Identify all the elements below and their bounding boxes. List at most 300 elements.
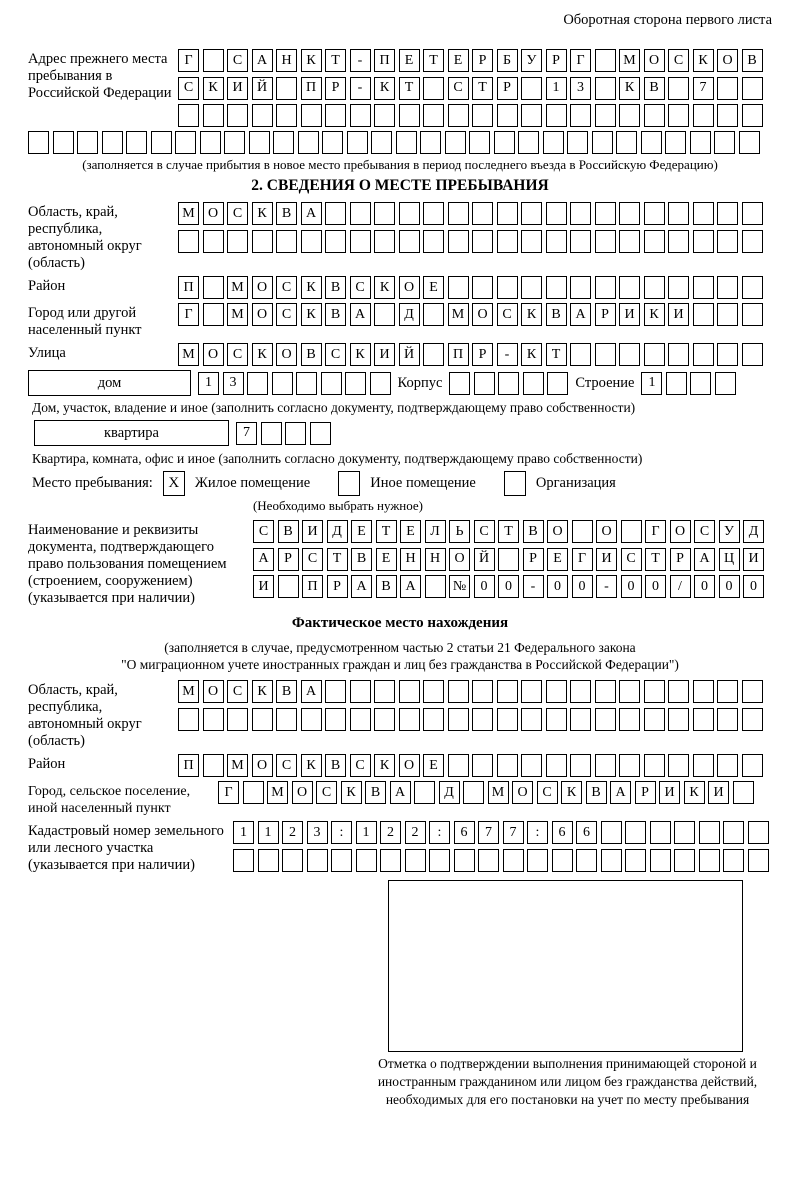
- char-cell: А: [400, 575, 421, 598]
- char-cell: [699, 821, 720, 844]
- char-cell: [374, 303, 395, 326]
- char-cell: 2: [405, 821, 426, 844]
- char-cell: [717, 230, 738, 253]
- char-cell: С: [227, 49, 248, 72]
- char-cell: К: [644, 303, 665, 326]
- char-cell: 7: [693, 77, 714, 100]
- char-cell: [227, 104, 248, 127]
- char-cell: Й: [474, 548, 495, 571]
- actual-district-label: Район: [28, 756, 66, 772]
- char-cell: И: [708, 781, 729, 804]
- char-cell: К: [374, 754, 395, 777]
- char-cell: О: [512, 781, 533, 804]
- char-cell: [742, 230, 763, 253]
- char-cell: Е: [547, 548, 568, 571]
- char-cell: Р: [546, 49, 567, 72]
- char-cell: [448, 202, 469, 225]
- char-cell: Г: [178, 49, 199, 72]
- checkbox-organization: [504, 471, 526, 496]
- char-cell: И: [743, 548, 764, 571]
- char-cell: -: [350, 49, 371, 72]
- char-cell: М: [227, 754, 248, 777]
- char-cell: 0: [719, 575, 740, 598]
- char-cell: [243, 781, 264, 804]
- char-cell: Й: [399, 343, 420, 366]
- char-cell: [668, 276, 689, 299]
- actual-region-rows: [178, 680, 763, 731]
- char-cell: [301, 708, 322, 731]
- prev-address-row-3: [178, 104, 763, 127]
- char-cell: [200, 131, 221, 154]
- char-cell: В: [325, 303, 346, 326]
- char-cell: И: [227, 77, 248, 100]
- char-cell: Т: [399, 77, 420, 100]
- char-cell: [497, 708, 518, 731]
- char-cell: [570, 202, 591, 225]
- char-cell: И: [302, 520, 323, 543]
- char-cell: С: [350, 754, 371, 777]
- char-cell: К: [301, 303, 322, 326]
- char-cell: [693, 754, 714, 777]
- char-cell: [325, 104, 346, 127]
- char-cell: [374, 230, 395, 253]
- char-cell: [601, 821, 622, 844]
- char-cell: -: [350, 77, 371, 100]
- char-cell: Р: [278, 548, 299, 571]
- char-cell: [693, 230, 714, 253]
- char-cell: [423, 708, 444, 731]
- char-cell: [619, 754, 640, 777]
- apartment-field: [34, 420, 772, 446]
- char-cell: [276, 708, 297, 731]
- char-cell: К: [374, 77, 395, 100]
- char-cell: [717, 202, 738, 225]
- char-cell: Ц: [719, 548, 740, 571]
- char-cell: С: [276, 303, 297, 326]
- char-cell: [423, 77, 444, 100]
- char-cell: Т: [498, 520, 519, 543]
- char-cell: [570, 276, 591, 299]
- korpus-label: Корпус: [397, 374, 443, 391]
- char-cell: [350, 708, 371, 731]
- char-cell: -: [596, 575, 617, 598]
- char-cell: [472, 230, 493, 253]
- actual-location-note-1: (заполняется в случае, предусмотренном частью 2 статьи 21 Федерального закона: [164, 640, 636, 655]
- char-cell: Р: [327, 575, 348, 598]
- apartment-cells: [236, 422, 331, 445]
- prev-address-field: [28, 49, 772, 127]
- char-cell: [301, 230, 322, 253]
- char-cell: [717, 680, 738, 703]
- char-cell: [77, 131, 98, 154]
- stamp-box: [388, 880, 743, 1052]
- char-cell: 6: [552, 821, 573, 844]
- char-cell: К: [521, 303, 542, 326]
- char-cell: [321, 372, 342, 395]
- region-field: [28, 202, 772, 272]
- char-cell: М: [178, 680, 199, 703]
- char-cell: А: [570, 303, 591, 326]
- char-cell: [595, 708, 616, 731]
- char-cell: [543, 131, 564, 154]
- char-cell: [497, 754, 518, 777]
- region-rows: [178, 202, 763, 253]
- char-cell: С: [537, 781, 558, 804]
- char-cell: -: [497, 343, 518, 366]
- prev-address-row-2: [178, 77, 763, 100]
- char-cell: Ь: [449, 520, 470, 543]
- char-cell: В: [644, 77, 665, 100]
- char-cell: [552, 849, 573, 872]
- char-cell: [644, 680, 665, 703]
- char-cell: [463, 781, 484, 804]
- char-cell: [595, 77, 616, 100]
- char-cell: [644, 230, 665, 253]
- city-row: [178, 303, 763, 326]
- char-cell: В: [742, 49, 763, 72]
- char-cell: [668, 104, 689, 127]
- char-cell: К: [203, 77, 224, 100]
- char-cell: [399, 202, 420, 225]
- district-label: Район: [28, 278, 66, 294]
- char-cell: С: [621, 548, 642, 571]
- char-cell: [619, 202, 640, 225]
- char-cell: Д: [399, 303, 420, 326]
- char-cell: А: [350, 303, 371, 326]
- char-cell: [380, 849, 401, 872]
- char-cell: О: [203, 202, 224, 225]
- char-cell: [374, 104, 395, 127]
- char-cell: О: [203, 680, 224, 703]
- char-cell: У: [521, 49, 542, 72]
- char-cell: [276, 104, 297, 127]
- prev-address-row-1: [178, 49, 763, 72]
- apartment-note: Квартира, комната, офис и иное (заполнить согласно документу, подтверждающему право собственности): [32, 451, 643, 466]
- char-cell: [252, 104, 273, 127]
- char-cell: [693, 303, 714, 326]
- char-cell: [498, 548, 519, 571]
- char-cell: С: [474, 520, 495, 543]
- char-cell: С: [448, 77, 469, 100]
- char-cell: [478, 849, 499, 872]
- house-number-cells: [198, 372, 391, 395]
- char-cell: [668, 343, 689, 366]
- char-cell: О: [472, 303, 493, 326]
- char-cell: [423, 343, 444, 366]
- char-cell: В: [325, 276, 346, 299]
- char-cell: [570, 230, 591, 253]
- char-cell: [668, 680, 689, 703]
- char-cell: В: [276, 202, 297, 225]
- char-cell: В: [301, 343, 322, 366]
- char-cell: П: [301, 77, 322, 100]
- char-cell: [742, 343, 763, 366]
- char-cell: [414, 781, 435, 804]
- char-cell: 1: [546, 77, 567, 100]
- char-cell: [350, 104, 371, 127]
- stroenie-cells: [641, 372, 736, 395]
- char-cell: У: [719, 520, 740, 543]
- district-row: [178, 276, 763, 299]
- char-cell: К: [301, 276, 322, 299]
- char-cell: [497, 202, 518, 225]
- char-cell: [570, 104, 591, 127]
- apartment-label-box: [34, 420, 229, 446]
- char-cell: Г: [572, 548, 593, 571]
- cadastral-field: [28, 821, 772, 874]
- stamp-caption: Отметка о подтверждении выполнения принимающей стороной и иностранным гражданином или лицом без гражданства действий, необходимых для его постановки на учет по месту пребывания: [377, 1056, 758, 1107]
- char-cell: [668, 708, 689, 731]
- document-row-2: [253, 548, 764, 571]
- char-cell: М: [227, 276, 248, 299]
- char-cell: [399, 230, 420, 253]
- char-cell: [423, 104, 444, 127]
- stroenie-label: Строение: [575, 374, 635, 391]
- char-cell: [175, 131, 196, 154]
- char-cell: О: [644, 49, 665, 72]
- char-cell: [546, 754, 567, 777]
- char-cell: К: [561, 781, 582, 804]
- char-cell: [325, 202, 346, 225]
- actual-location-title: Фактическое место нахождения: [291, 615, 509, 631]
- char-cell: [546, 708, 567, 731]
- prev-address-note: (заполняется в случае прибытия в новое место пребывания в период последнего въезда в Российскую Федерацию): [82, 157, 718, 172]
- char-cell: [350, 680, 371, 703]
- char-cell: Р: [523, 548, 544, 571]
- char-cell: [717, 343, 738, 366]
- char-cell: К: [301, 49, 322, 72]
- char-cell: М: [267, 781, 288, 804]
- char-cell: 7: [478, 821, 499, 844]
- char-cell: [674, 849, 695, 872]
- char-cell: [247, 372, 268, 395]
- char-cell: Г: [218, 781, 239, 804]
- char-cell: [521, 77, 542, 100]
- char-cell: Д: [439, 781, 460, 804]
- char-cell: 1: [198, 372, 219, 395]
- char-cell: :: [331, 821, 352, 844]
- char-cell: 1: [258, 821, 279, 844]
- char-cell: [405, 849, 426, 872]
- char-cell: [178, 708, 199, 731]
- char-cell: [717, 708, 738, 731]
- char-cell: Р: [595, 303, 616, 326]
- document-rows: [253, 520, 764, 598]
- char-cell: [521, 754, 542, 777]
- char-cell: [546, 680, 567, 703]
- char-cell: [399, 104, 420, 127]
- char-cell: О: [670, 520, 691, 543]
- char-cell: [469, 131, 490, 154]
- char-cell: [699, 849, 720, 872]
- region-label: Область, край, республика, автономный округ (область): [28, 204, 142, 271]
- char-cell: [644, 343, 665, 366]
- char-cell: А: [253, 548, 274, 571]
- char-cell: И: [253, 575, 274, 598]
- char-cell: И: [659, 781, 680, 804]
- char-cell: К: [374, 276, 395, 299]
- char-cell: 0: [572, 575, 593, 598]
- char-cell: [307, 849, 328, 872]
- char-cell: Т: [325, 49, 346, 72]
- region-row-2: [178, 230, 763, 253]
- char-cell: [723, 821, 744, 844]
- char-cell: С: [497, 303, 518, 326]
- char-cell: [252, 230, 273, 253]
- char-cell: [472, 104, 493, 127]
- stay-place-field: [32, 471, 772, 496]
- char-cell: [203, 49, 224, 72]
- char-cell: [425, 575, 446, 598]
- char-cell: [546, 230, 567, 253]
- char-cell: К: [684, 781, 705, 804]
- char-cell: [350, 230, 371, 253]
- char-cell: [690, 372, 711, 395]
- char-cell: Е: [400, 520, 421, 543]
- char-cell: А: [301, 202, 322, 225]
- option-organization-label: Организация: [535, 475, 616, 491]
- char-cell: [498, 372, 519, 395]
- house-field: [28, 370, 772, 396]
- char-cell: Т: [376, 520, 397, 543]
- char-cell: [733, 781, 754, 804]
- char-cell: И: [374, 343, 395, 366]
- char-cell: [518, 131, 539, 154]
- char-cell: О: [252, 754, 273, 777]
- cadastral-row-2: [233, 849, 769, 872]
- char-cell: [497, 680, 518, 703]
- char-cell: [472, 754, 493, 777]
- char-cell: К: [693, 49, 714, 72]
- char-cell: Б: [497, 49, 518, 72]
- char-cell: 3: [570, 77, 591, 100]
- char-cell: В: [546, 303, 567, 326]
- house-label-box: [28, 370, 191, 396]
- char-cell: [601, 849, 622, 872]
- char-cell: [570, 343, 591, 366]
- char-cell: [252, 708, 273, 731]
- char-cell: [619, 276, 640, 299]
- char-cell: К: [619, 77, 640, 100]
- char-cell: Р: [325, 77, 346, 100]
- char-cell: [449, 372, 470, 395]
- char-cell: [399, 708, 420, 731]
- prev-address-rows: [178, 49, 763, 127]
- char-cell: [374, 680, 395, 703]
- char-cell: О: [252, 276, 273, 299]
- char-cell: [325, 708, 346, 731]
- char-cell: [693, 708, 714, 731]
- char-cell: [693, 680, 714, 703]
- char-cell: [276, 230, 297, 253]
- char-cell: В: [278, 520, 299, 543]
- char-cell: В: [523, 520, 544, 543]
- char-cell: [665, 131, 686, 154]
- char-cell: К: [301, 754, 322, 777]
- char-cell: О: [276, 343, 297, 366]
- document-label: Наименование и реквизиты документа, подтверждающего право пользования помещением (строением, сооружением) (указывается при наличии): [28, 522, 227, 606]
- char-cell: К: [252, 343, 273, 366]
- char-cell: [497, 104, 518, 127]
- district-field: [28, 276, 772, 299]
- char-cell: [521, 104, 542, 127]
- char-cell: [595, 680, 616, 703]
- char-cell: [644, 708, 665, 731]
- street-label: Улица: [28, 345, 66, 361]
- char-cell: [423, 303, 444, 326]
- char-cell: [224, 131, 245, 154]
- char-cell: [674, 821, 695, 844]
- char-cell: В: [376, 575, 397, 598]
- char-cell: [448, 680, 469, 703]
- char-cell: Т: [645, 548, 666, 571]
- char-cell: [619, 230, 640, 253]
- char-cell: [521, 680, 542, 703]
- char-cell: С: [276, 276, 297, 299]
- char-cell: [448, 276, 469, 299]
- char-cell: Е: [448, 49, 469, 72]
- char-cell: [572, 520, 593, 543]
- char-cell: [748, 849, 769, 872]
- char-cell: [429, 849, 450, 872]
- char-cell: [278, 575, 299, 598]
- apartment-label: квартира: [104, 424, 159, 441]
- char-cell: А: [610, 781, 631, 804]
- char-cell: [693, 343, 714, 366]
- char-cell: М: [178, 343, 199, 366]
- char-cell: О: [203, 343, 224, 366]
- char-cell: [619, 680, 640, 703]
- char-cell: [282, 849, 303, 872]
- house-note: Дом, участок, владение и иное (заполнить согласно документу, подтверждающему право собственности): [32, 400, 636, 415]
- char-cell: [203, 276, 224, 299]
- char-cell: М: [178, 202, 199, 225]
- char-cell: [370, 372, 391, 395]
- char-cell: Е: [423, 276, 444, 299]
- char-cell: 1: [233, 821, 254, 844]
- char-cell: И: [619, 303, 640, 326]
- char-cell: [668, 202, 689, 225]
- char-cell: №: [449, 575, 470, 598]
- char-cell: 7: [503, 821, 524, 844]
- actual-city-field: [28, 781, 772, 817]
- char-cell: Г: [570, 49, 591, 72]
- checkbox-residential: X: [163, 471, 185, 496]
- actual-location-note-2: "О миграционном учете иностранных граждан и лиц без гражданства в Российской Федерации"): [121, 657, 679, 672]
- char-cell: [742, 754, 763, 777]
- char-cell: -: [523, 575, 544, 598]
- char-cell: 1: [641, 372, 662, 395]
- checkbox-other-premises: [338, 471, 360, 496]
- char-cell: 6: [454, 821, 475, 844]
- char-cell: :: [429, 821, 450, 844]
- char-cell: [331, 849, 352, 872]
- char-cell: 0: [694, 575, 715, 598]
- char-cell: 0: [645, 575, 666, 598]
- char-cell: Е: [376, 548, 397, 571]
- char-cell: О: [547, 520, 568, 543]
- prev-address-row-4: [28, 131, 772, 154]
- char-cell: 6: [576, 821, 597, 844]
- char-cell: [203, 230, 224, 253]
- char-cell: [668, 754, 689, 777]
- char-cell: М: [488, 781, 509, 804]
- char-cell: П: [448, 343, 469, 366]
- char-cell: О: [449, 548, 470, 571]
- char-cell: [690, 131, 711, 154]
- char-cell: [203, 708, 224, 731]
- char-cell: [739, 131, 760, 154]
